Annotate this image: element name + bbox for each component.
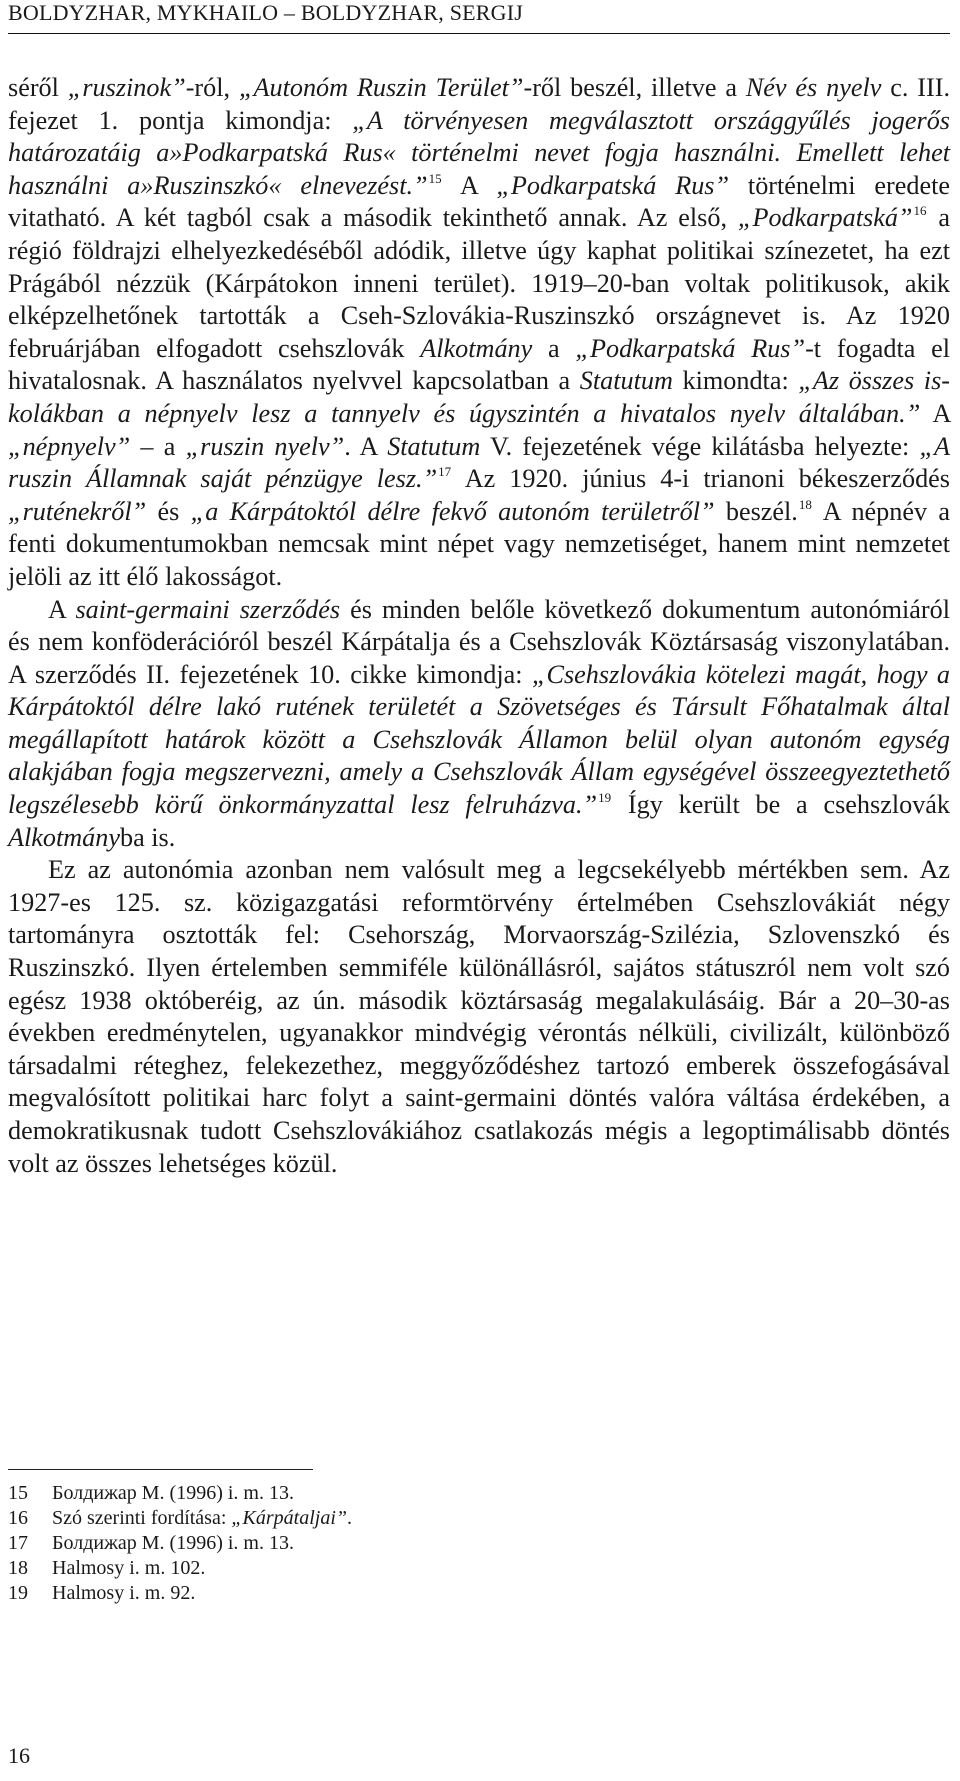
footnote-number: 17 [8, 1532, 28, 1554]
paragraph-1: séről „ruszinok”-ról, „Autonóm Ruszin Terület”-ről beszél, illetve a Név és nyelv c. III. fejezet 1. pontja kimondja: „A törvényesen megválasztott országgyűlés jogerős határozatáig a»Podkarpatská Rus« történelmi nevet fogja használni. Emellett lehet használni a»Ruszinszkó« elnevezést.”$^{15}$ A „Podkarpatská Rus” történelmi eredete vitatható. A két tagból csak a második tekinthető annak. Az első, „Podkarpatská”$^{16}$ a régió földrajzi elhelyezkedéséből adódik, illetve úgy kaphat politikai színezetet, ha ezt Prágából nézzük (Kárpátokon inneni terület). 1919–20-ban voltak politikusok, akik elképzelhetőnek tartották a Cseh-Szlovákia-Ruszinszkó országnevet is. Az 1920 februárjában elfogadott csehszlovák Alkotmány a „Podkarpatská Rus”-t fogadta el hivatalosnak. A használatos nyelvvel kapcsolatban a Statutum kimondta: „Az összes iskolákban a népnyelv lesz a tannyelv és úgyszintén a hivatalos nyelv általában.” A „népnyelv” – a „ruszin nyelv”. A Statutum V. fejezetének vége kilátásba helyezte: „A ruszin Államnak saját pénzügye lesz.”$^{17}$ Az 1920. június 4-i trianoni békeszerződés „ruténekről” és „a Kárpátoktól délre fekvő autonóm területről” beszél.$^{18}$ A népnév a fenti dokumentumokban nemcsak mint népet vagy nemzetiséget, hanem mint nemzetet jelöli az itt élő lakosságot. [8, 73, 951, 591]
footnote-number: 18 [8, 1557, 28, 1579]
footnotes [8, 1481, 908, 1606]
header-rule [8, 33, 950, 34]
footnote-ref-15: 15 [428, 170, 442, 186]
footnote-15 [8, 1481, 908, 1506]
footnote-number: 16 [8, 1507, 28, 1529]
footnote-rule [8, 1469, 313, 1470]
footnote-number: 19 [8, 1582, 28, 1604]
body-text [8, 72, 950, 1180]
footnote-text: Halmosy i. m. 92. [52, 1582, 196, 1604]
footnote-text: Болдижар М. (1996) i. m. 13. [52, 1482, 294, 1504]
paragraph-3: Ez az autonómia azonban nem valósult meg a legcsekélyebb mértékben sem. Az 1927-es 125. sz. közigazgatási reformtörvény értelmében Csehszlovákiát négy tartományra osztották fel: Csehország, Morvaország-Szilézia, Szlovenszkó és Ruszinszkó. Ilyen értelemben semmiféle különállásról, sajátos státuszról nem volt szó egész 1938 októberéig, az ún. második köztársaság megalakulásáig. Bár a 20–30-as években eredménytelen, ugyanakkor mindvégig vérontás nélküli, civilizált, különböző társadalmi réteghez, felekezethez, meggyőződéshez tartozó emberek összefogásával megvalósított politikai harc folyt a saint-germaini döntés valóra váltása érdekében, a demokratikusnak tudott Csehszlovákiához csatlakozás mégis a legoptimálisabb döntés volt az összes lehetséges közül. [8, 855, 950, 1178]
footnote-17 [8, 1531, 908, 1556]
footnote-text: Halmosy i. m. 102. [52, 1557, 206, 1579]
footnote-ref-16: 16 [913, 203, 927, 219]
footnote-16 [8, 1506, 908, 1531]
paragraph-2: A saint-germaini szerződés és minden belőle következő dokumentum autonómiáról és nem konföderációról beszél Kárpátalja és a Csehszlovák Köztársaság viszonylatában. A szerződés II. fejezetének 10. cikke kimondja: „Csehszlovákia kötelezi magát, hogy a Kárpátoktól délre lakó rutének területét a Szövetséges és Társult Főhatalmak által megállapított határok között a Csehszlovák Államon belül olyan autonóm egység alakjában fogja megszervezni, amely a Csehszlovák Állam egységével összeegyeztethető legszélesebb körű önkormányzattal lesz felruházva.”$^{19}$ Így került be a csehszlovák Alkotmányba is. [8, 594, 951, 852]
footnote-ref-18: 18 [798, 496, 812, 512]
footnote-text: Szó szerinti fordítása: „Kárpátaljai”. [52, 1507, 353, 1529]
page-number: 16 [8, 1743, 30, 1768]
footnote-ref-17: 17 [438, 464, 452, 480]
footnote-ref-19: 19 [598, 790, 612, 806]
footnote-19 [8, 1581, 908, 1606]
footnote-18 [8, 1556, 908, 1581]
footnote-number: 15 [8, 1482, 28, 1504]
running-header: BOLDYZHAR, MYKHAILO – BOLDYZHAR, SERGIJ [8, 0, 524, 25]
footnote-text: Болдижар М. (1996) i. m. 13. [52, 1532, 294, 1554]
